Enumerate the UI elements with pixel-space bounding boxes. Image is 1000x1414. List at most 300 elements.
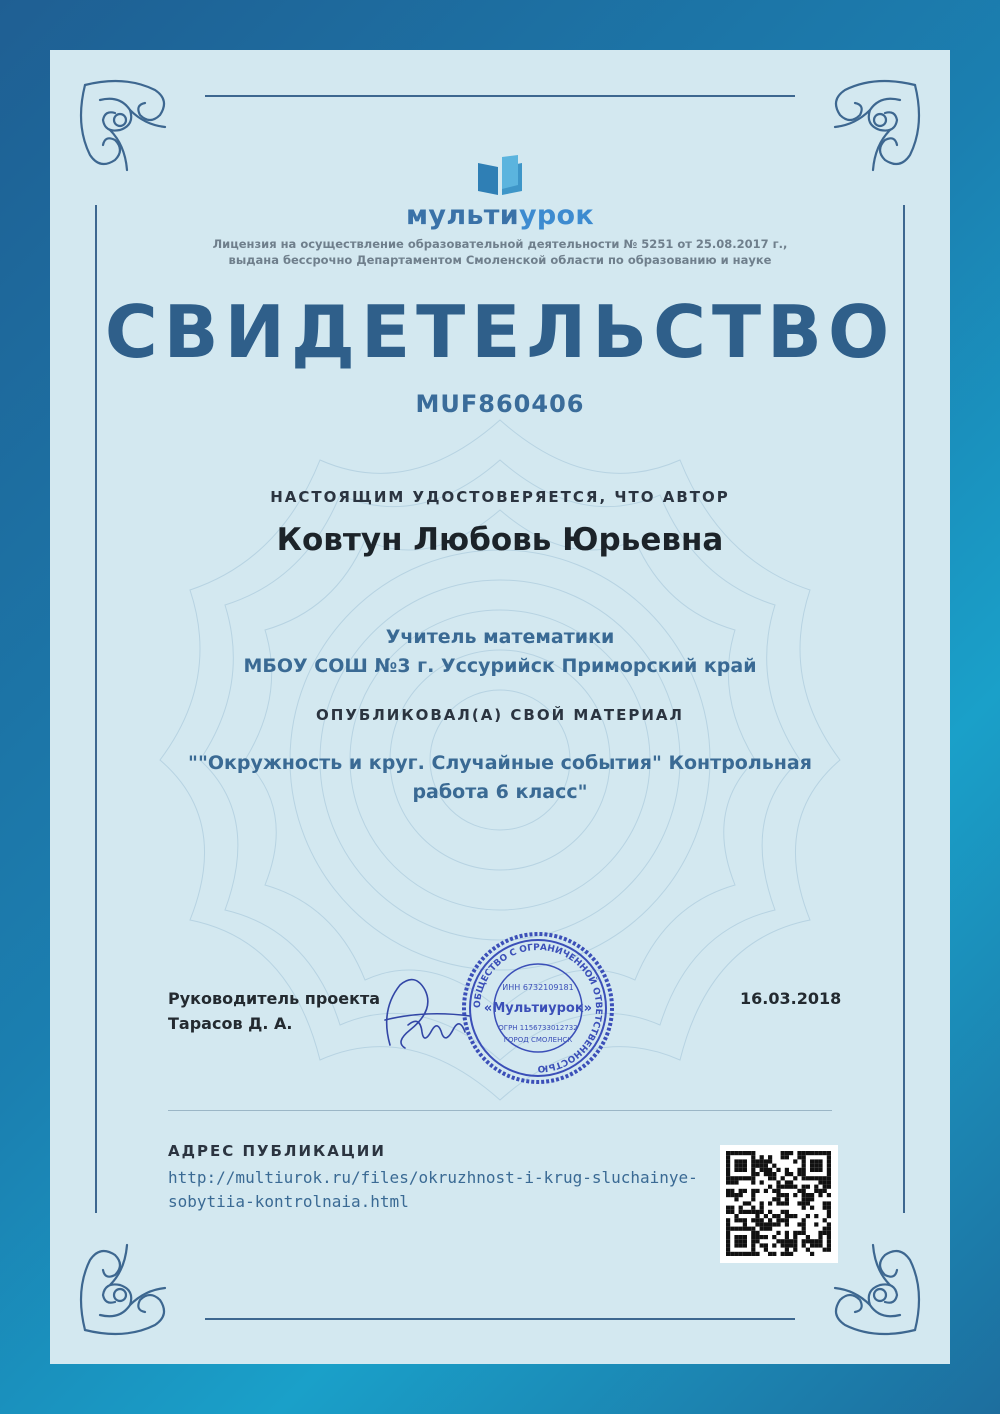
qr-module	[785, 1210, 789, 1214]
qr-module	[827, 1243, 831, 1247]
qr-module	[764, 1172, 768, 1176]
section-divider	[168, 1110, 832, 1111]
qr-module	[785, 1185, 789, 1189]
qr-module	[827, 1159, 831, 1163]
qr-module	[751, 1227, 755, 1231]
qr-module	[726, 1252, 730, 1256]
qr-module	[810, 1164, 814, 1168]
qr-module	[772, 1164, 776, 1168]
qr-module	[747, 1151, 751, 1155]
qr-module	[806, 1214, 810, 1218]
qr-module	[751, 1159, 755, 1163]
qr-module	[793, 1193, 797, 1197]
qr-module	[726, 1248, 730, 1252]
qr-module	[755, 1235, 759, 1239]
material-title-line-1: ""Окружность и круг. Случайные события" Контрольная	[188, 752, 812, 774]
qr-module	[823, 1218, 827, 1222]
qr-module	[802, 1164, 806, 1168]
qr-module	[726, 1180, 730, 1184]
qr-module	[789, 1172, 793, 1176]
qr-module	[726, 1176, 730, 1180]
logo-wordmark	[50, 200, 950, 231]
qr-module	[751, 1193, 755, 1197]
qr-module	[802, 1172, 806, 1176]
qr-module	[814, 1168, 818, 1172]
qr-module	[768, 1252, 772, 1256]
qr-module	[751, 1151, 755, 1155]
qr-module	[751, 1164, 755, 1168]
qr-module	[802, 1201, 806, 1205]
qr-module	[793, 1235, 797, 1239]
qr-module	[785, 1248, 789, 1252]
qr-module	[726, 1172, 730, 1176]
qr-module	[734, 1151, 738, 1155]
qr-module	[743, 1189, 747, 1193]
qr-module	[764, 1248, 768, 1252]
qr-module	[802, 1155, 806, 1159]
qr-module	[739, 1252, 743, 1256]
qr-module	[760, 1227, 764, 1231]
qr-module	[781, 1201, 785, 1205]
qr-module	[781, 1193, 785, 1197]
qr-module	[818, 1189, 822, 1193]
qr-module	[827, 1227, 831, 1231]
qr-module	[814, 1151, 818, 1155]
qr-module	[726, 1210, 730, 1214]
material-title-line-2: работа 6 класс"	[412, 781, 588, 803]
qr-module	[764, 1214, 768, 1218]
qr-module	[755, 1210, 759, 1214]
logo-word-part1: мульти	[406, 200, 519, 231]
qr-module	[768, 1159, 772, 1163]
qr-module	[768, 1185, 772, 1189]
qr-module	[810, 1197, 814, 1201]
qr-module	[814, 1164, 818, 1168]
qr-module	[755, 1222, 759, 1226]
published-text: ОПУБЛИКОВАЛ(А) СВОЙ МАТЕРИАЛ	[316, 706, 684, 724]
qr-module	[776, 1189, 780, 1193]
qr-module	[818, 1239, 822, 1243]
qr-module	[739, 1206, 743, 1210]
company-stamp	[458, 928, 618, 1088]
qr-module	[827, 1168, 831, 1172]
corner-ornament-top-right	[825, 75, 925, 185]
qr-module	[818, 1180, 822, 1184]
qr-module	[818, 1193, 822, 1197]
qr-module	[751, 1172, 755, 1176]
qr-module	[818, 1243, 822, 1247]
qr-module	[827, 1214, 831, 1218]
qr-module	[726, 1231, 730, 1235]
qr-module	[789, 1252, 793, 1256]
qr-module	[772, 1252, 776, 1256]
qr-module	[760, 1210, 764, 1214]
qr-module	[823, 1176, 827, 1180]
qr-module	[802, 1159, 806, 1163]
qr-module	[802, 1185, 806, 1189]
qr-module	[760, 1180, 764, 1184]
qr-module	[818, 1151, 822, 1155]
qr-module	[730, 1176, 734, 1180]
qr-module	[739, 1239, 743, 1243]
qr-module	[793, 1239, 797, 1243]
qr-module	[743, 1159, 747, 1163]
qr-module	[760, 1222, 764, 1226]
qr-module	[827, 1239, 831, 1243]
qr-module	[726, 1222, 730, 1226]
qr-module	[764, 1164, 768, 1168]
qr-module	[764, 1227, 768, 1231]
qr-module	[802, 1218, 806, 1222]
qr-module	[743, 1243, 747, 1247]
qr-module	[730, 1227, 734, 1231]
qr-module	[760, 1201, 764, 1205]
qr-module	[768, 1218, 772, 1222]
qr-module	[743, 1235, 747, 1239]
qr-module	[827, 1210, 831, 1214]
qr-module	[810, 1168, 814, 1172]
qr-module	[781, 1252, 785, 1256]
qr-module	[827, 1180, 831, 1184]
qr-module	[739, 1227, 743, 1231]
stamp-ogrn: ОГРН 1156733012732	[498, 1024, 578, 1032]
qr-module	[785, 1235, 789, 1239]
qr-module	[789, 1185, 793, 1189]
qr-module	[785, 1172, 789, 1176]
qr-module	[785, 1155, 789, 1159]
qr-module	[726, 1243, 730, 1247]
qr-module	[734, 1164, 738, 1168]
qr-module	[810, 1176, 814, 1180]
qr-module	[818, 1164, 822, 1168]
qr-module	[751, 1235, 755, 1239]
license-line-1: Лицензия на осуществление образовательной деятельности № 5251 от 25.08.2017 г.,	[212, 237, 788, 251]
qr-module	[785, 1193, 789, 1197]
signatory-name: Тарасов Д. А.	[168, 1014, 293, 1033]
qr-module	[739, 1176, 743, 1180]
qr-module	[806, 1248, 810, 1252]
certify-text: НАСТОЯЩИМ УДОСТОВЕРЯЕТСЯ, ЧТО АВТОР	[270, 488, 730, 506]
qr-module	[818, 1231, 822, 1235]
qr-module	[776, 1197, 780, 1201]
qr-module	[760, 1243, 764, 1247]
qr-module	[730, 1193, 734, 1197]
qr-module	[739, 1168, 743, 1172]
qr-module	[806, 1185, 810, 1189]
qr-module	[793, 1214, 797, 1218]
qr-module	[726, 1206, 730, 1210]
qr-module	[734, 1176, 738, 1180]
qr-module	[827, 1193, 831, 1197]
qr-module	[781, 1218, 785, 1222]
qr-module	[726, 1218, 730, 1222]
qr-module	[743, 1164, 747, 1168]
qr-module	[823, 1189, 827, 1193]
qr-module	[768, 1222, 772, 1226]
qr-module	[785, 1214, 789, 1218]
qr-module	[739, 1193, 743, 1197]
qr-module	[827, 1206, 831, 1210]
qr-module	[827, 1231, 831, 1235]
qr-module	[785, 1180, 789, 1184]
stamp-ring-text: ОБЩЕСТВО С ОГРАНИЧЕННОЙ ОТВЕТСТВЕННОСТЬЮ	[472, 942, 604, 1074]
qr-module	[751, 1189, 755, 1193]
qr-module	[793, 1176, 797, 1180]
qr-module	[785, 1197, 789, 1201]
qr-module	[751, 1231, 755, 1235]
qr-module	[785, 1243, 789, 1247]
qr-module	[734, 1214, 738, 1218]
author-name: Ковтун Любовь Юрьевна	[276, 522, 724, 558]
qr-module	[827, 1248, 831, 1252]
qr-module	[764, 1222, 768, 1226]
qr-module	[810, 1239, 814, 1243]
qr-module	[772, 1189, 776, 1193]
qr-module	[814, 1159, 818, 1163]
qr-module	[755, 1239, 759, 1243]
stamp-inn: ИНН 6732109181	[502, 983, 574, 992]
qr-module	[806, 1197, 810, 1201]
qr-module	[781, 1155, 785, 1159]
qr-module	[827, 1155, 831, 1159]
qr-module	[747, 1227, 751, 1231]
qr-module	[781, 1185, 785, 1189]
qr-module	[760, 1155, 764, 1159]
qr-module	[810, 1193, 814, 1197]
qr-module	[781, 1210, 785, 1214]
qr-module	[772, 1222, 776, 1226]
qr-module	[743, 1151, 747, 1155]
qr-module	[760, 1206, 764, 1210]
qr-module	[797, 1231, 801, 1235]
address-label: АДРЕС ПУБЛИКАЦИИ	[168, 1142, 386, 1160]
qr-module	[827, 1185, 831, 1189]
qr-module	[743, 1222, 747, 1226]
qr-module	[818, 1168, 822, 1172]
qr-module	[827, 1235, 831, 1239]
qr-module	[818, 1159, 822, 1163]
qr-module	[806, 1235, 810, 1239]
qr-module	[739, 1210, 743, 1214]
qr-module	[739, 1159, 743, 1163]
qr-module	[751, 1180, 755, 1184]
qr-module	[768, 1155, 772, 1159]
qr-module	[793, 1159, 797, 1163]
qr-module	[760, 1159, 764, 1163]
logo-word-part2: урок	[518, 200, 594, 231]
qr-module	[814, 1222, 818, 1226]
qr-module	[751, 1239, 755, 1243]
open-book-icon	[474, 155, 526, 197]
signatory-role: Руководитель проекта	[168, 989, 381, 1008]
qr-module	[776, 1231, 780, 1235]
qr-module	[730, 1252, 734, 1256]
qr-module	[776, 1218, 780, 1222]
qr-module	[785, 1151, 789, 1155]
qr-module	[772, 1176, 776, 1180]
qr-module	[802, 1222, 806, 1226]
qr-module	[806, 1239, 810, 1243]
qr-module	[785, 1239, 789, 1243]
qr-module	[768, 1172, 772, 1176]
qr-module	[814, 1176, 818, 1180]
qr-module	[814, 1185, 818, 1189]
frame-rule-bottom	[205, 1318, 795, 1320]
qr-module	[768, 1227, 772, 1231]
qr-module	[743, 1239, 747, 1243]
qr-module	[806, 1193, 810, 1197]
qr-module	[743, 1252, 747, 1256]
qr-module	[802, 1197, 806, 1201]
qr-module	[772, 1235, 776, 1239]
qr-module	[793, 1243, 797, 1247]
qr-module	[802, 1189, 806, 1193]
qr-module	[734, 1227, 738, 1231]
qr-module	[797, 1201, 801, 1205]
qr-module	[751, 1210, 755, 1214]
qr-module	[734, 1168, 738, 1172]
qr-module	[823, 1185, 827, 1189]
qr-module	[751, 1252, 755, 1256]
qr-module	[789, 1214, 793, 1218]
qr-module	[739, 1189, 743, 1193]
qr-module	[739, 1235, 743, 1239]
qr-code	[720, 1145, 838, 1263]
qr-module	[785, 1218, 789, 1222]
qr-module	[781, 1151, 785, 1155]
qr-module	[743, 1210, 747, 1214]
qr-module	[726, 1189, 730, 1193]
qr-module	[814, 1239, 818, 1243]
qr-module	[810, 1206, 814, 1210]
qr-module	[806, 1151, 810, 1155]
qr-module	[743, 1218, 747, 1222]
qr-module	[776, 1222, 780, 1226]
qr-module	[734, 1193, 738, 1197]
qr-module	[827, 1222, 831, 1226]
qr-module	[810, 1151, 814, 1155]
qr-module	[726, 1193, 730, 1197]
qr-module	[797, 1222, 801, 1226]
qr-module	[781, 1239, 785, 1243]
qr-module	[810, 1243, 814, 1247]
stamp-center-text: «Мультиурок»	[483, 1001, 593, 1016]
qr-module	[793, 1185, 797, 1189]
qr-module	[802, 1151, 806, 1155]
qr-module	[772, 1172, 776, 1176]
qr-module	[764, 1159, 768, 1163]
qr-module	[730, 1151, 734, 1155]
qr-module	[743, 1176, 747, 1180]
qr-module	[734, 1218, 738, 1222]
qr-module	[797, 1189, 801, 1193]
author-organization: МБОУ СОШ №3 г. Уссурийск Приморский край	[243, 655, 757, 677]
qr-module	[802, 1206, 806, 1210]
qr-module	[734, 1180, 738, 1184]
qr-module	[785, 1231, 789, 1235]
corner-ornament-top-left	[75, 75, 175, 185]
qr-module	[768, 1201, 772, 1205]
qr-module	[785, 1168, 789, 1172]
qr-module	[802, 1239, 806, 1243]
qr-module	[755, 1164, 759, 1168]
qr-module	[823, 1151, 827, 1155]
qr-module	[730, 1206, 734, 1210]
qr-module	[810, 1159, 814, 1163]
qr-module	[797, 1151, 801, 1155]
qr-module	[755, 1189, 759, 1193]
qr-module	[751, 1168, 755, 1172]
qr-module	[751, 1197, 755, 1201]
qr-module	[726, 1151, 730, 1155]
qr-module	[785, 1201, 789, 1205]
qr-module	[768, 1168, 772, 1172]
page-title: СВИДЕТЕЛЬСТВО	[104, 290, 896, 374]
frame-rule-top	[205, 95, 795, 97]
qr-module	[730, 1210, 734, 1214]
qr-module	[802, 1231, 806, 1235]
qr-module	[823, 1206, 827, 1210]
certificate-sheet	[50, 50, 950, 1364]
qr-code-graphic	[720, 1145, 838, 1263]
qr-module	[789, 1151, 793, 1155]
qr-module	[789, 1180, 793, 1184]
publication-link-line-1[interactable]: http://multiurok.ru/files/okruzhnost-i-krug-sluchainye-	[168, 1168, 698, 1187]
qr-module	[776, 1214, 780, 1218]
qr-module	[776, 1168, 780, 1172]
qr-module	[739, 1243, 743, 1247]
qr-module	[734, 1197, 738, 1201]
qr-module	[739, 1164, 743, 1168]
qr-module	[823, 1227, 827, 1231]
qr-module	[823, 1248, 827, 1252]
qr-module	[818, 1235, 822, 1239]
qr-module	[802, 1193, 806, 1197]
qr-module	[827, 1164, 831, 1168]
qr-module	[751, 1176, 755, 1180]
qr-module	[726, 1164, 730, 1168]
qr-module	[739, 1218, 743, 1222]
qr-module	[797, 1168, 801, 1172]
qr-module	[806, 1201, 810, 1205]
qr-module	[781, 1176, 785, 1180]
qr-module	[751, 1248, 755, 1252]
qr-module	[827, 1172, 831, 1176]
qr-module	[764, 1168, 768, 1172]
publication-link-line-2[interactable]: sobytiia-kontrolnaia.html	[168, 1192, 409, 1211]
qr-module	[772, 1243, 776, 1247]
qr-module	[734, 1243, 738, 1247]
qr-module	[802, 1168, 806, 1172]
author-position: Учитель математики	[385, 626, 615, 648]
qr-module	[755, 1159, 759, 1163]
qr-module	[743, 1201, 747, 1205]
qr-module	[776, 1201, 780, 1205]
qr-module	[772, 1214, 776, 1218]
qr-module	[772, 1197, 776, 1201]
qr-module	[802, 1227, 806, 1231]
qr-module	[793, 1248, 797, 1252]
license-line-2: выдана бессрочно Департаментом Смоленской области по образованию и науке	[228, 253, 772, 267]
qr-module	[726, 1155, 730, 1159]
qr-module	[726, 1227, 730, 1231]
qr-module	[827, 1176, 831, 1180]
qr-module	[781, 1243, 785, 1247]
qr-module	[768, 1210, 772, 1214]
qr-module	[734, 1252, 738, 1256]
stamp-city: ГОРОД СМОЛЕНСК	[503, 1036, 573, 1044]
qr-module	[730, 1180, 734, 1184]
